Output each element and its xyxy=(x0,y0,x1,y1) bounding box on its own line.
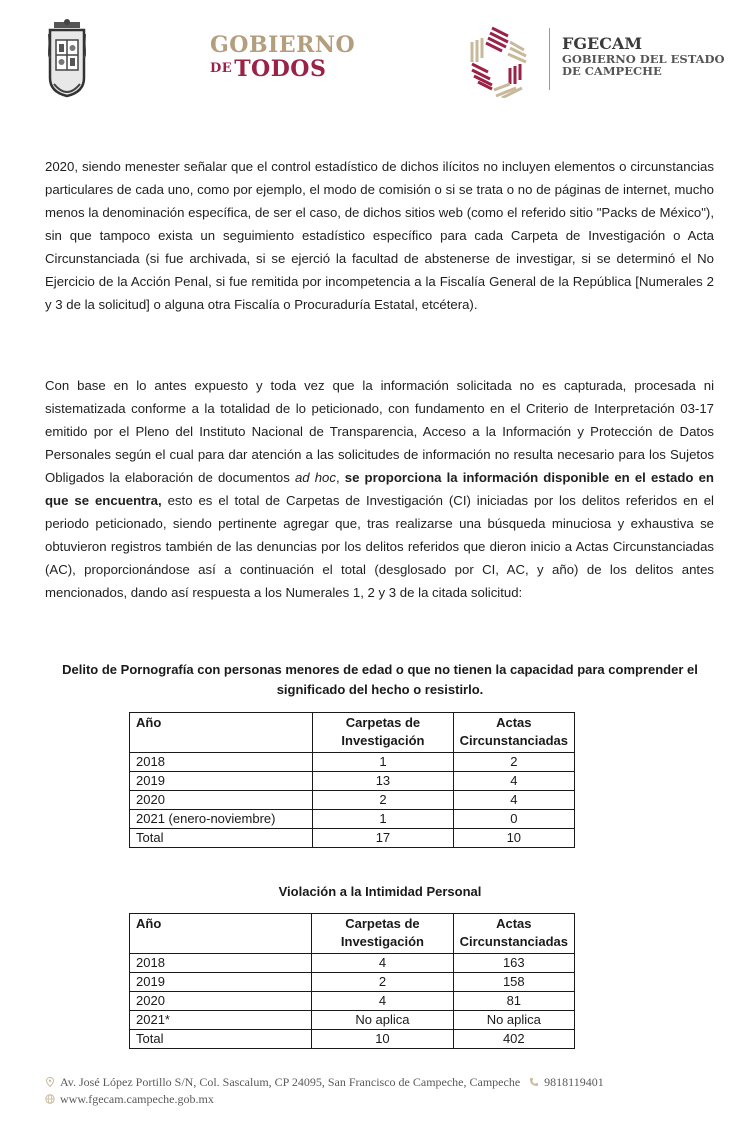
table-row xyxy=(130,753,575,772)
paragraph2-text-c: esto es el total de Carpetas de Investigación (CI) iniciadas por los delitos referidos en el periodo peticionado, siendo pertinente agregar que, tras realizarse una búsqueda minuciosa y exhaustiva se obtuvieron registros también de las denuncias por los delitos referidos que dieron inicio a Actas Circunstanciadas (AC), proporcionándose así a continuación el total (desglosado por CI, AC, y año) de los delitos antes mencionados, dando así respuesta a los Numerales 1, 2 y 3 de la citada solicitud: xyxy=(45,493,714,600)
cell-actas: 0 xyxy=(453,810,574,829)
footer-line-address xyxy=(45,1074,604,1091)
gobierno-logo-line2: TODOS xyxy=(234,56,327,82)
gobierno-logo-line1: GOBIERNO xyxy=(210,32,356,58)
cell-carpetas: 1 xyxy=(313,810,453,829)
cell-year: 2021* xyxy=(130,1011,312,1030)
cell-year: 2018 xyxy=(130,753,313,772)
table-header-row xyxy=(130,713,575,753)
table-pornografia xyxy=(129,712,575,848)
paragraph2-italic: ad hoc xyxy=(294,470,336,485)
fgecam-subtitle-2: DE CAMPECHE xyxy=(562,63,662,78)
cell-carpetas: No aplica xyxy=(312,1011,453,1030)
table-total-row xyxy=(130,1030,575,1049)
footer-website-link[interactable]: www.fgecam.campeche.gob.mx xyxy=(60,1092,214,1106)
header-year: Año xyxy=(130,713,313,753)
cell-year: 2018 xyxy=(130,954,312,973)
cell-year: 2020 xyxy=(130,791,313,810)
cell-carpetas: 2 xyxy=(312,973,453,992)
cell-actas: 158 xyxy=(453,973,574,992)
table-caption-intimidad: Violación a la Intimidad Personal xyxy=(278,884,482,899)
paragraph-information-provided xyxy=(45,374,714,604)
cell-actas: 2 xyxy=(453,753,574,772)
paragraph2-text-b: , xyxy=(335,470,345,485)
table-row xyxy=(130,1011,575,1030)
table-row xyxy=(130,992,575,1011)
location-pin-icon xyxy=(45,1077,55,1087)
cell-actas: 10 xyxy=(453,829,574,848)
table-row xyxy=(130,810,575,829)
logo-divider xyxy=(549,28,550,90)
header-actas: Actas Circunstanciadas xyxy=(453,914,574,954)
cell-actas: 402 xyxy=(453,1030,574,1049)
footer-phone: 9818119401 xyxy=(544,1075,604,1089)
phone-icon xyxy=(529,1077,539,1087)
cell-carpetas: 2 xyxy=(313,791,453,810)
cell-carpetas: 13 xyxy=(313,772,453,791)
fgecam-logo-text xyxy=(562,36,725,77)
gobierno-logo-de: DE xyxy=(210,61,233,76)
footer-address: Av. José López Portillo S/N, Col. Sascalum, CP 24095, San Francisco de Campeche, Campeche xyxy=(60,1075,521,1089)
coat-of-arms-icon xyxy=(48,18,86,98)
cell-year: 2021 (enero-noviembre) xyxy=(130,810,313,829)
globe-icon xyxy=(45,1094,55,1104)
cell-actas: 163 xyxy=(453,954,574,973)
gobierno-de-todos-logo xyxy=(210,34,355,80)
footer-contact xyxy=(45,1074,604,1108)
paragraph2-text-a: Con base en lo antes expuesto y toda vez que la información solicitada no es capturada, procesada ni sistematizada conforme a la totalidad de lo peticionado, con fundamento en el Criterio de Interpretación 03-17 emitido por el Pleno del Instituto Nacional de Transparencia, Acceso a la Información y Protección de Datos Personales según el cual para dar atención a las solicitudes de información no resulta necesario para los Sujetos Obligados la elaboración de documentos xyxy=(45,378,714,485)
table-row xyxy=(130,791,575,810)
header-year: Año xyxy=(130,914,312,954)
fgecam-logo-icon xyxy=(468,22,530,98)
cell-year: 2020 xyxy=(130,992,312,1011)
cell-carpetas: 4 xyxy=(312,954,453,973)
footer-line-website xyxy=(45,1091,604,1108)
cell-carpetas: 4 xyxy=(312,992,453,1011)
cell-year: 2019 xyxy=(130,772,313,791)
cell-carpetas: 17 xyxy=(313,829,453,848)
header-actas: Actas Circunstanciadas xyxy=(453,713,574,753)
table-total-row xyxy=(130,829,575,848)
cell-year: Total xyxy=(130,829,313,848)
fgecam-title: FGECAM xyxy=(562,34,643,53)
letterhead xyxy=(0,0,738,120)
header-carpetas: Carpetas de Investigación xyxy=(313,713,453,753)
paragraph2-bold: se proporciona la información disponible en el estado en que se encuentra, xyxy=(45,470,714,508)
cell-actas: 4 xyxy=(453,772,574,791)
table-intimidad xyxy=(129,913,575,1049)
header-carpetas: Carpetas de Investigación xyxy=(312,914,453,954)
cell-actas: No aplica xyxy=(453,1011,574,1030)
table-row xyxy=(130,772,575,791)
table-header-row xyxy=(130,914,575,954)
paragraph-statistical-control: 2020, siendo menester señalar que el control estadístico de dichos ilícitos no incluyen elementos o circunstancias particulares de cada uno, como por ejemplo, el modo de comisión o si se trata o no de páginas de internet, mucho menos la denominación específica, de ser el caso, de dichos sitios web (como el referido sitio "Packs de México"), sin que tampoco exista un seguimiento estadístico específico para cada Carpeta de Investigación o Acta Circunstanciada (si fue archivada, si se ejerció la facultad de abstenerse de investigar, si se determinó el No Ejercicio de la Acción Penal, si fue remitida por incompetencia a la Fiscalía General de la República [Numerales 2 y 3 de la solicitud] o alguna otra Fiscalía o Procuraduría Estatal, etcétera). xyxy=(45,159,714,312)
table-row xyxy=(130,954,575,973)
cell-year: 2019 xyxy=(130,973,312,992)
cell-carpetas: 1 xyxy=(313,753,453,772)
cell-carpetas: 10 xyxy=(312,1030,453,1049)
table-caption-pornografia: Delito de Pornografía con personas menores de edad o que no tienen la capacidad para comprender el significado del hecho o resistirlo. xyxy=(62,662,698,697)
cell-actas: 4 xyxy=(453,791,574,810)
fgecam-subtitle-1: GOBIERNO DEL ESTADO xyxy=(562,51,725,66)
cell-actas: 81 xyxy=(453,992,574,1011)
cell-year: Total xyxy=(130,1030,312,1049)
table-row xyxy=(130,973,575,992)
